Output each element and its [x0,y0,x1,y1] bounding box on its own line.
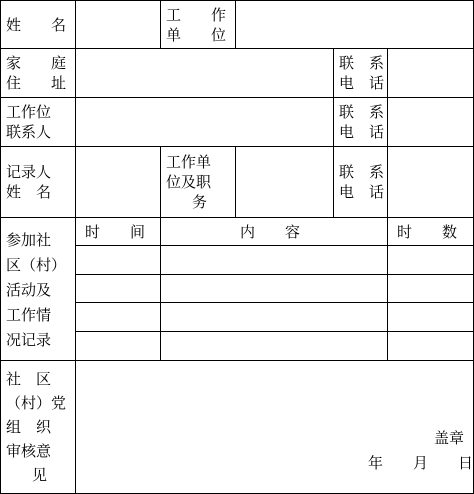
activity-time-4[interactable] [76,332,160,360]
name-field[interactable] [76,1,160,48]
activity-time-1[interactable] [76,246,160,274]
activity-content-1[interactable] [161,246,387,274]
review-label: 社 区 （村）党 组 织 审核意 见 [6,370,67,484]
date-text: 年 月 日 [368,454,474,472]
work-unit-field[interactable] [236,1,473,48]
contact-phone-label-3: 联 系 电 话 [339,163,385,201]
review-opinion-field[interactable] [76,361,473,493]
col-time-header: 时 间 [85,223,146,241]
col-content-header: 内 容 [240,223,301,241]
name-label: 姓 名 [6,15,67,34]
activity-label: 参加社 区（村） 活动及 工作情 况记录 [6,231,67,349]
activity-content-3[interactable] [161,303,387,331]
activity-content-2[interactable] [161,275,387,302]
recorder-unit-field[interactable] [236,147,333,217]
recorder-unit-label: 工作单 位及职 务 [166,153,212,211]
recorder-name-label: 记录人 姓 名 [6,163,52,201]
activity-time-3[interactable] [76,303,160,331]
work-unit-label: 工 作 单 位 [166,5,227,44]
activity-content-4[interactable] [161,332,387,360]
col-hours-header: 时 数 [397,223,458,241]
activity-hours-3[interactable] [388,303,473,331]
activity-hours-2[interactable] [388,275,473,302]
home-address-field[interactable] [76,49,333,97]
contact-phone-field-2[interactable] [388,98,473,146]
seal-text: 盖章 [434,429,465,447]
recorder-name-field[interactable] [76,147,160,217]
activity-time-2[interactable] [76,275,160,302]
contact-phone-label: 联 系 电 话 [339,54,385,92]
work-contact-field[interactable] [76,98,333,146]
home-address-label: 家 庭 住 址 [6,54,67,92]
contact-phone-label-2: 联 系 电 话 [339,103,385,141]
contact-phone-field[interactable] [388,49,473,97]
activity-hours-4[interactable] [388,332,473,360]
contact-phone-field-3[interactable] [388,147,473,217]
work-contact-label: 工作位 联系人 [6,103,52,141]
activity-hours-1[interactable] [388,246,473,274]
